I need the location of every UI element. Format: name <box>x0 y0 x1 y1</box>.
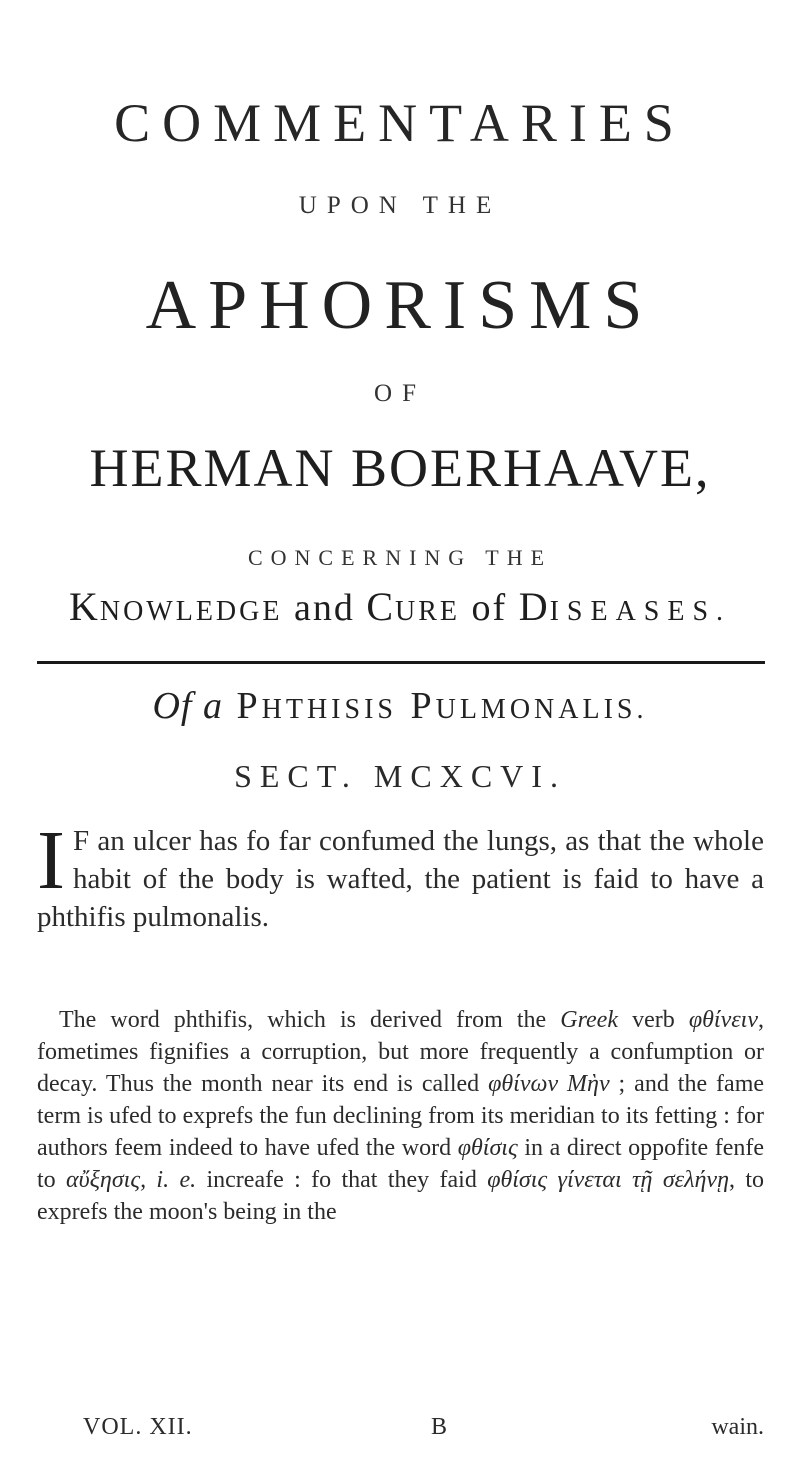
commentary-text-f: increafe : fo that they faid <box>196 1167 488 1193</box>
title-subject-of: of <box>460 587 519 629</box>
section-heading-ulmonalis: ULMONALIS. <box>435 694 648 725</box>
commentary-greek-label: Greek <box>560 1007 618 1033</box>
catchword: wain. <box>711 1414 764 1440</box>
commentary-paragraph <box>37 1004 764 1228</box>
commentary-text-c: , fometimes fignifies a corruption, but more frequently a confumption or decay. Thus the month near its end is called <box>37 1007 764 1097</box>
commentary-text-d: ; and the fame term is ufed to exprefs the fun declining from its meridian to its fetting : for authors feem indeed to have ufed the word <box>37 1071 765 1161</box>
title-author: HERMAN BOERHAAVE, <box>89 438 711 498</box>
section-heading-of-a: Of a <box>152 685 223 727</box>
title-concerning-the: CONCERNING THE <box>247 545 553 570</box>
drop-cap: I <box>37 814 65 907</box>
section-number: SECT. MCXCVI. <box>234 758 566 794</box>
aphorism-paragraph <box>37 814 764 936</box>
title-subject-ure: URE <box>395 596 461 627</box>
greek-phrase-moon: φθίσις γίνεται τῇ σελήνῃ <box>487 1167 729 1193</box>
title-commentaries: COMMENTARIES <box>114 93 686 153</box>
commentary-text-b: verb <box>618 1007 689 1033</box>
page-footer <box>37 1414 764 1446</box>
title-upon-the: UPON THE <box>298 192 502 219</box>
commentary-ie: , i. e. <box>140 1167 197 1193</box>
greek-phrase-month: φθίνων Μὴν <box>488 1071 610 1097</box>
title-subject-k: K <box>68 584 100 629</box>
title-subject-and: and <box>282 587 367 629</box>
title-aphorisms: APHORISMS <box>145 267 655 344</box>
section-heading-pu: P <box>410 685 436 727</box>
greek-word-auxesis: αὔξησις <box>66 1167 141 1193</box>
horizontal-rule <box>37 661 765 664</box>
title-subject-c: C <box>366 584 396 629</box>
title-subject <box>0 583 800 630</box>
commentary-text-g: , to exprefs the moon's being in the <box>37 1167 765 1225</box>
title-subject-iseases: ISEASES. <box>549 596 732 627</box>
title-subject-nowledge: NOWLEDGE <box>99 596 283 627</box>
volume-label: VOL. XII. <box>83 1414 193 1440</box>
commentary-text-e: in a direct oppofite fenfe to <box>37 1135 764 1193</box>
section-heading-p: P <box>236 685 262 727</box>
aphorism-text: F an ulcer has fo far confumed the lungs, as that the whole habit of the body is wafted, the patient is faid to have a phthifis pulmonalis. <box>37 825 764 933</box>
greek-word-phthisis: φθίσις <box>457 1135 518 1161</box>
signature-mark: B <box>431 1414 448 1440</box>
title-of: OF <box>374 380 426 407</box>
title-subject-d: D <box>518 584 550 629</box>
section-heading <box>0 684 800 728</box>
section-heading-hthisis: HTHISIS <box>261 694 397 725</box>
greek-word-phthinein: φθίνειν <box>688 1007 758 1033</box>
commentary-text-a: The word phthifis, which is derived from the <box>59 1007 561 1033</box>
